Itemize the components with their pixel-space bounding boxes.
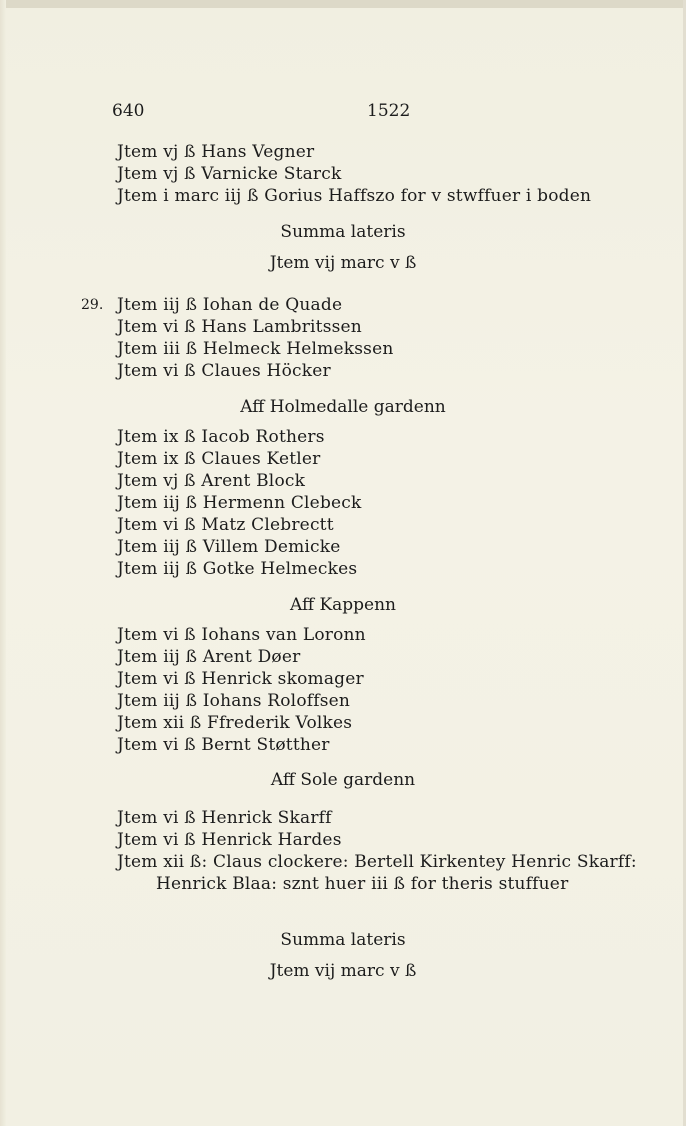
section-heading: Aff Sole gardenn	[270, 770, 416, 790]
entry-line: Jtem vj ß Varnicke Starck	[117, 164, 342, 184]
entry-line: Jtem iij ß Hermenn Clebeck	[117, 493, 362, 513]
section-heading: Aff Holmedalle gardenn	[240, 397, 446, 417]
entry-line: Jtem iij ß Gotke Helmeckes	[117, 559, 358, 579]
entry-line: Jtem iii ß Helmeck Helmekssen	[117, 339, 394, 359]
page-number: 640	[112, 101, 145, 121]
page-left-edge	[0, 0, 6, 1126]
entry-line: Jtem ix ß Iacob Rothers	[117, 427, 325, 447]
entry-line: Jtem vj ß Hans Vegner	[117, 142, 315, 162]
entry-line: Jtem vi ß Iohans van Loronn	[117, 625, 366, 645]
entry-line: Jtem vi ß Henrick skomager	[117, 669, 364, 689]
summa-total: Jtem vij marc v ß	[269, 961, 417, 981]
entry-line: Jtem vi ß Hans Lambritssen	[117, 317, 362, 337]
entry-line: Jtem i marc iij ß Gorius Haffszo for v stwffuer i boden	[117, 186, 592, 206]
section-heading: Aff Kappenn	[289, 595, 397, 615]
margin-number: 29.	[81, 297, 104, 313]
entry-line-continuation: Henrick Blaa: sznt huer iii ß for theris stuffuer	[156, 874, 569, 894]
entry-line: Jtem iij ß Villem Demicke	[117, 537, 341, 557]
page-year: 1522	[367, 101, 411, 121]
summa-lateris-heading: Summa lateris	[280, 930, 406, 950]
page-top-edge	[0, 0, 686, 8]
entry-line: Jtem vi ß Henrick Skarff	[117, 808, 332, 828]
entry-line: Jtem vi ß Claues Höcker	[117, 361, 331, 381]
entry-line: Jtem ix ß Claues Ketler	[117, 449, 321, 469]
entry-line: Jtem iij ß Iohan de Quade	[117, 295, 343, 315]
entry-line: Jtem xii ß Ffrederik Volkes	[117, 713, 353, 733]
entry-line: Jtem iij ß Iohans Roloffsen	[117, 691, 351, 711]
entry-line: Jtem xii ß: Claus clockere: Bertell Kirkentey Henric Skarff:	[117, 852, 637, 872]
summa-total: Jtem vij marc v ß	[269, 253, 417, 273]
entry-line: Jtem vj ß Arent Block	[117, 471, 306, 491]
summa-lateris-heading: Summa lateris	[280, 222, 406, 242]
entry-line: Jtem vi ß Henrick Hardes	[117, 830, 342, 850]
entry-line: Jtem iij ß Arent Døer	[117, 647, 301, 667]
entry-line: Jtem vi ß Bernt Støtther	[117, 735, 330, 755]
entry-line: Jtem vi ß Matz Clebrectt	[117, 515, 334, 535]
